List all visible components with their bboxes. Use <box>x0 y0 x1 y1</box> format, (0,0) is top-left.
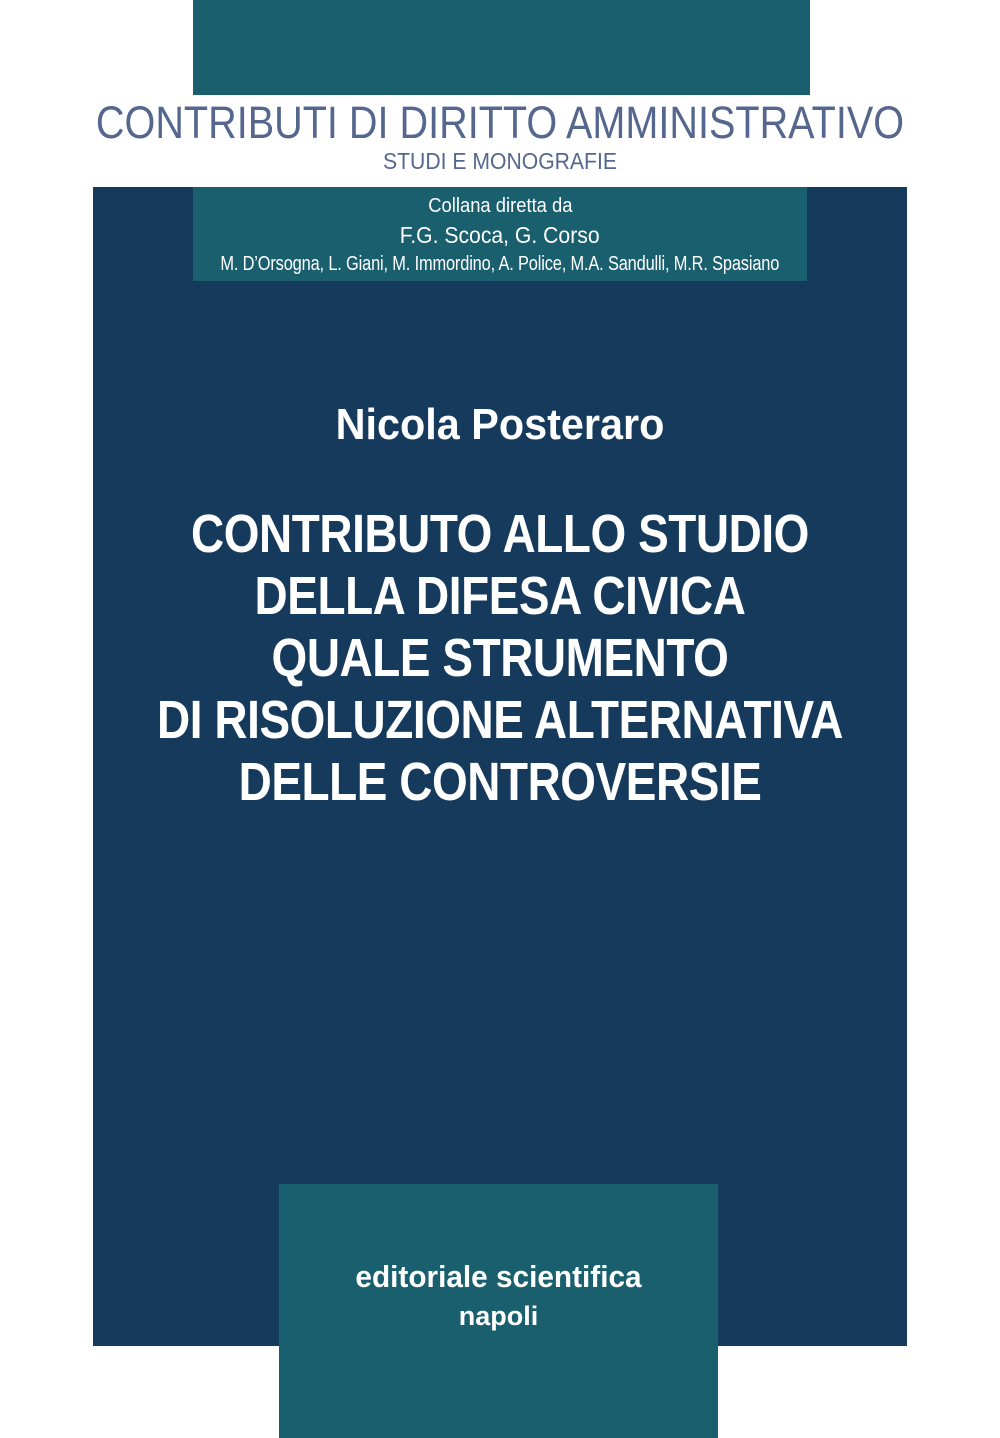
publisher-city: napoli <box>458 1301 539 1331</box>
book-title-line-3: QUALE STRUMENTO <box>271 628 729 688</box>
book-title-line-4: DI RISOLUZIONE ALTERNATIVA <box>157 690 843 750</box>
series-title: CONTRIBUTI DI DIRITTO AMMINISTRATIVO <box>95 97 905 148</box>
book-title-line-2: DELLA DIFESA CIVICA <box>254 566 746 626</box>
book-title-line-5: DELLE CONTROVERSIE <box>238 752 762 812</box>
publisher-name: editoriale scientifica <box>355 1259 642 1294</box>
collana-directors-line1: F.G. Scoca, G. Corso <box>400 221 600 248</box>
author-name: Nicola Posteraro <box>335 400 665 449</box>
collana-band <box>193 187 807 281</box>
series-subtitle: STUDI E MONOGRAFIE <box>383 148 617 174</box>
series-accent-band <box>193 0 810 95</box>
book-title-line-1: CONTRIBUTO ALLO STUDIO <box>191 504 809 564</box>
book-title <box>75 503 925 813</box>
collana-directors-line2: M. D’Orsogna, L. Giani, M. Immordino, A. Police, M.A. Sandulli, M.R. Spasiano <box>220 252 780 275</box>
publisher-band <box>279 1184 718 1438</box>
collana-label: Collana diretta da <box>427 194 573 217</box>
